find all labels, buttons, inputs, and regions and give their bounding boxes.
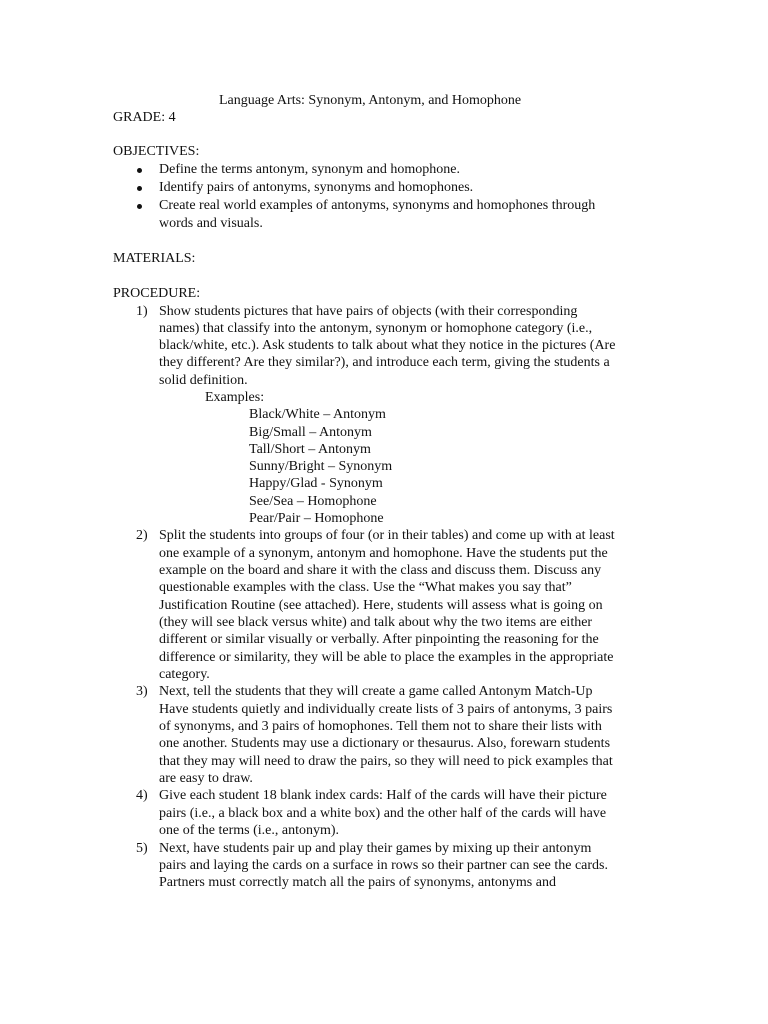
step-text: pairs (i.e., a black box and a white box) and the other half of the cards will have (159, 806, 607, 821)
example-item: Big/Small – Antonym (249, 425, 372, 440)
step-text: pairs and laying the cards on a surface in rows so their partner can see the cards. (159, 858, 608, 873)
step-text: different or similar visually or verbally. After pinpointing the reasoning for the (159, 632, 599, 647)
grade-line: GRADE: 4 (113, 110, 176, 125)
step-text: names) that classify into the antonym, synonym or homophone category (i.e., (159, 321, 593, 336)
step-text: (they will see black versus white) and talk about why the two items are either (159, 615, 593, 630)
step-number: 5) (136, 841, 148, 856)
step-text: one example of a synonym, antonym and homophone. Have the students put the (159, 546, 608, 561)
bullet-icon (137, 168, 142, 173)
example-item: See/Sea – Homophone (249, 494, 377, 509)
step-text: Show students pictures that have pairs of objects (with their corresponding (159, 304, 578, 319)
step-text: Justification Routine (see attached). Here, students will assess what is going on (159, 598, 603, 613)
step-number: 1) (136, 304, 148, 319)
step-text: are easy to draw. (159, 771, 253, 786)
step-text: Next, have students pair up and play their games by mixing up their antonym (159, 841, 592, 856)
objectives-heading: OBJECTIVES: (113, 144, 200, 159)
objective-item: Create real world examples of antonyms, synonyms and homophones through (159, 198, 596, 213)
objective-item: Identify pairs of antonyms, synonyms and homophones. (159, 180, 474, 195)
materials-heading: MATERIALS: (113, 251, 196, 266)
step-text: questionable examples with the class. Use the “What makes you say that” (159, 580, 572, 595)
step-text: Split the students into groups of four (or in their tables) and come up with at least (159, 528, 615, 543)
step-text: Give each student 18 blank index cards: Half of the cards will have their picture (159, 788, 607, 803)
example-item: Tall/Short – Antonym (249, 442, 371, 457)
example-item: Black/White – Antonym (249, 407, 386, 422)
step-text: that they may will need to draw the pairs, so they will need to pick examples that (159, 754, 613, 769)
objective-item-continued: words and visuals. (159, 216, 263, 231)
step-text: Have students quietly and individually create lists of 3 pairs of antonyms, 3 pairs (159, 702, 613, 717)
document-title: Language Arts: Synonym, Antonym, and Homophone (219, 93, 522, 108)
step-text: one another. Students may use a dictionary or thesaurus. Also, forewarn students (159, 736, 611, 751)
examples-label: Examples: (205, 390, 265, 405)
step-number: 4) (136, 788, 148, 803)
step-text: solid definition. (159, 373, 248, 388)
procedure-heading: PROCEDURE: (113, 286, 201, 301)
step-text: Next, tell the students that they will create a game called Antonym Match-Up (159, 684, 593, 699)
step-text: they different? Are they similar?), and introduce each term, giving the students a (159, 355, 610, 370)
step-text: example on the board and share it with the class and discuss them. Discuss any (159, 563, 602, 578)
objective-item: Define the terms antonym, synonym and homophone. (159, 162, 460, 177)
example-item: Pear/Pair – Homophone (249, 511, 384, 526)
step-text: difference or similarity, they will be able to place the examples in the appropriate (159, 650, 614, 665)
bullet-icon (137, 186, 142, 191)
step-text: one of the terms (i.e., antonym). (159, 823, 340, 838)
example-item: Happy/Glad - Synonym (249, 476, 383, 491)
example-item: Sunny/Bright – Synonym (249, 459, 393, 474)
step-number: 2) (136, 528, 148, 543)
step-text: category. (159, 667, 210, 682)
step-text: Partners must correctly match all the pairs of synonyms, antonyms and (159, 875, 556, 890)
step-text: of synonyms, and 3 pairs of homophones. Tell them not to share their lists with (159, 719, 602, 734)
step-text: black/white, etc.). Ask students to talk about what they notice in the pictures (Are (159, 338, 616, 353)
bullet-icon (137, 204, 142, 209)
step-number: 3) (136, 684, 148, 699)
